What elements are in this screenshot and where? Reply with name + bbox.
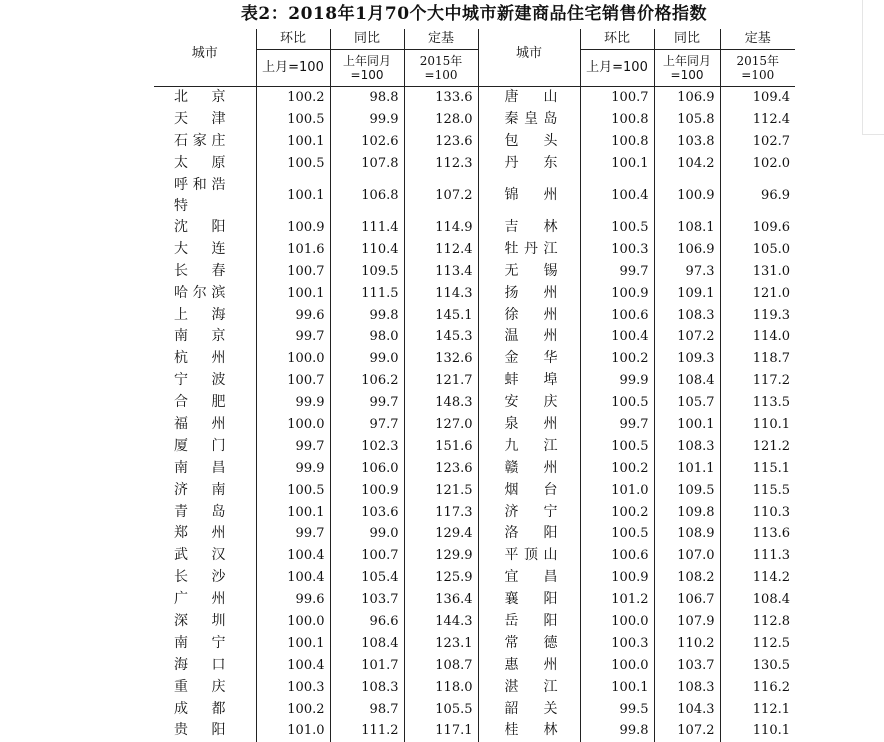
yoy-cell: 99.7 (330, 392, 404, 414)
base-cell: 123.6 (404, 131, 478, 153)
mom-column-header: 环比 (256, 29, 330, 50)
city-cell: 呼和浩特 (174, 176, 226, 214)
base-cell: 133.6 (404, 87, 478, 109)
city-cell: 上海 (174, 306, 226, 323)
city-cell: 湛江 (478, 676, 580, 698)
base-cell: 145.1 (404, 304, 478, 326)
mom-cell: 100.4 (580, 326, 654, 348)
mom-cell: 100.3 (256, 676, 330, 698)
yoy-cell: 105.7 (654, 392, 720, 414)
yoy-cell: 100.9 (330, 479, 404, 501)
table-row (154, 457, 795, 479)
base-cell: 151.6 (404, 435, 478, 457)
yoy-cell: 108.3 (654, 304, 720, 326)
mom-cell: 100.4 (256, 567, 330, 589)
city-cell: 济宁 (478, 501, 580, 523)
yoy-subheader-2: 上年同月=100 (654, 50, 720, 87)
city-cell: 北京 (174, 89, 226, 106)
base-cell: 115.5 (720, 479, 795, 501)
yoy-cell: 109.5 (654, 479, 720, 501)
mom-cell: 100.5 (580, 523, 654, 545)
city-cell: 蚌埠 (478, 370, 580, 392)
base-cell: 114.9 (404, 217, 478, 239)
table-row (154, 153, 795, 175)
mom-cell: 99.7 (580, 414, 654, 436)
yoy-cell: 102.3 (330, 435, 404, 457)
base-subheader-2: 2015年=100 (720, 50, 795, 87)
price-index-table (154, 29, 795, 742)
yoy-cell: 103.8 (654, 131, 720, 153)
yoy-cell: 102.6 (330, 131, 404, 153)
mom-cell: 100.0 (580, 611, 654, 633)
price-index-table-container (154, 29, 795, 739)
city-cell: 广州 (174, 591, 226, 608)
base-cell: 136.4 (404, 589, 478, 611)
city-cell: 金华 (478, 348, 580, 370)
base-cell: 105.5 (404, 698, 478, 720)
yoy-cell: 108.3 (654, 435, 720, 457)
mom-cell: 100.5 (256, 153, 330, 175)
base-cell: 113.5 (720, 392, 795, 414)
mom-cell: 99.9 (580, 370, 654, 392)
yoy-cell: 106.7 (654, 589, 720, 611)
yoy-cell: 111.4 (330, 217, 404, 239)
base-cell: 130.5 (720, 654, 795, 676)
city-cell: 包头 (478, 131, 580, 153)
table-row (154, 545, 795, 567)
mom-cell: 100.0 (256, 414, 330, 436)
city-cell: 厦门 (174, 437, 226, 454)
base-cell: 114.3 (404, 282, 478, 304)
city-cell: 无锡 (478, 260, 580, 282)
city-cell: 襄阳 (478, 589, 580, 611)
mom-cell: 100.0 (256, 348, 330, 370)
mom-cell: 99.8 (580, 720, 654, 742)
base-cell: 148.3 (404, 392, 478, 414)
mom-cell: 100.2 (580, 348, 654, 370)
base-cell: 118.0 (404, 676, 478, 698)
base-cell: 112.1 (720, 698, 795, 720)
table-row (154, 131, 795, 153)
yoy-cell: 107.9 (654, 611, 720, 633)
base-cell: 112.4 (404, 238, 478, 260)
yoy-cell: 97.7 (330, 414, 404, 436)
table-row (154, 370, 795, 392)
yoy-cell: 110.4 (330, 238, 404, 260)
mom-cell: 99.5 (580, 698, 654, 720)
city-cell: 南宁 (174, 634, 226, 651)
mom-cell: 100.4 (256, 545, 330, 567)
mom-cell: 100.0 (580, 654, 654, 676)
yoy-cell: 96.6 (330, 611, 404, 633)
base-cell: 110.1 (720, 414, 795, 436)
table-row (154, 109, 795, 131)
table-row (154, 698, 795, 720)
yoy-cell: 103.7 (654, 654, 720, 676)
mom-cell: 100.5 (580, 392, 654, 414)
city-cell: 韶关 (478, 698, 580, 720)
city-cell: 沈阳 (174, 219, 226, 235)
base-column-header: 定基 (404, 29, 478, 50)
city-cell: 长沙 (174, 569, 226, 586)
city-cell: 平顶山 (478, 545, 580, 567)
mom-cell: 100.1 (580, 676, 654, 698)
city-cell: 宜昌 (478, 567, 580, 589)
base-cell: 112.5 (720, 632, 795, 654)
mom-cell: 100.1 (256, 282, 330, 304)
mom-subheader-2: 上月=100 (580, 50, 654, 87)
yoy-cell: 106.9 (654, 238, 720, 260)
city-cell: 九江 (478, 435, 580, 457)
base-cell: 102.7 (720, 131, 795, 153)
city-cell: 深圳 (174, 613, 226, 630)
base-cell: 107.2 (404, 175, 478, 217)
yoy-cell: 108.3 (654, 676, 720, 698)
city-cell: 秦皇岛 (478, 109, 580, 131)
table-row (154, 326, 795, 348)
city-cell: 丹东 (478, 153, 580, 175)
base-cell: 119.3 (720, 304, 795, 326)
mom-cell: 100.1 (256, 501, 330, 523)
table-title: 表2：2018年1月70个大中城市新建商品住宅销售价格指数 (240, 4, 708, 24)
mom-cell: 100.8 (580, 109, 654, 131)
city-cell: 扬州 (478, 282, 580, 304)
table-row (154, 523, 795, 545)
yoy-cell: 108.3 (330, 676, 404, 698)
mom-cell: 99.7 (256, 435, 330, 457)
base-cell: 117.3 (404, 501, 478, 523)
mom-cell: 100.2 (580, 457, 654, 479)
yoy-cell: 100.1 (654, 414, 720, 436)
mom-cell: 99.9 (256, 392, 330, 414)
mom-cell: 100.5 (580, 435, 654, 457)
mom-cell: 100.4 (580, 175, 654, 217)
city-cell: 武汉 (174, 547, 226, 564)
yoy-cell: 99.0 (330, 523, 404, 545)
city-cell: 天津 (174, 111, 226, 128)
base-cell: 131.0 (720, 260, 795, 282)
mom-cell: 100.2 (256, 87, 330, 109)
base-cell: 123.1 (404, 632, 478, 654)
yoy-column-header-2: 同比 (654, 29, 720, 50)
mom-cell: 101.6 (256, 238, 330, 260)
city-cell: 南京 (174, 328, 226, 345)
base-cell: 102.0 (720, 153, 795, 175)
table-row (154, 414, 795, 436)
yoy-cell: 99.0 (330, 348, 404, 370)
city-cell: 贵阳 (174, 722, 226, 739)
city-cell: 烟台 (478, 479, 580, 501)
mom-cell: 100.9 (580, 282, 654, 304)
yoy-cell: 99.9 (330, 109, 404, 131)
mom-cell: 99.6 (256, 304, 330, 326)
table-row (154, 501, 795, 523)
city-cell: 南昌 (174, 459, 226, 476)
city-cell: 洛阳 (478, 523, 580, 545)
base-subheader: 2015年=100 (404, 50, 478, 87)
mom-cell: 100.5 (256, 109, 330, 131)
city-column-header: 城市 (154, 29, 256, 87)
base-cell: 108.4 (720, 589, 795, 611)
yoy-cell: 109.1 (654, 282, 720, 304)
base-cell: 109.4 (720, 87, 795, 109)
yoy-cell: 110.2 (654, 632, 720, 654)
yoy-cell: 106.9 (654, 87, 720, 109)
table-row (154, 676, 795, 698)
yoy-cell: 101.7 (330, 654, 404, 676)
city-cell: 唐山 (478, 87, 580, 109)
base-cell: 112.4 (720, 109, 795, 131)
table-row (154, 175, 795, 217)
city-cell: 福州 (174, 416, 226, 433)
base-cell: 121.0 (720, 282, 795, 304)
yoy-cell: 108.4 (330, 632, 404, 654)
base-cell: 110.1 (720, 720, 795, 742)
mom-cell: 100.9 (256, 217, 330, 239)
yoy-cell: 107.2 (654, 326, 720, 348)
yoy-cell: 104.3 (654, 698, 720, 720)
mom-cell: 100.1 (256, 131, 330, 153)
city-cell: 安庆 (478, 392, 580, 414)
base-cell: 128.0 (404, 109, 478, 131)
mom-cell: 100.7 (580, 87, 654, 109)
table-row (154, 567, 795, 589)
base-cell: 96.9 (720, 175, 795, 217)
yoy-cell: 108.9 (654, 523, 720, 545)
yoy-cell: 100.7 (330, 545, 404, 567)
side-scroll-panel[interactable] (862, 0, 884, 135)
city-cell: 赣州 (478, 457, 580, 479)
yoy-cell: 105.8 (654, 109, 720, 131)
base-cell: 105.0 (720, 238, 795, 260)
city-cell: 长春 (174, 262, 226, 279)
yoy-cell: 109.3 (654, 348, 720, 370)
yoy-cell: 103.6 (330, 501, 404, 523)
yoy-cell: 105.4 (330, 567, 404, 589)
table-row (154, 479, 795, 501)
base-cell: 129.9 (404, 545, 478, 567)
table-row (154, 720, 795, 742)
city-cell: 宁波 (174, 372, 226, 389)
table-row (154, 611, 795, 633)
yoy-subheader: 上年同月=100 (330, 50, 404, 87)
base-cell: 125.9 (404, 567, 478, 589)
mom-cell: 99.7 (256, 326, 330, 348)
city-cell: 太原 (174, 155, 226, 172)
yoy-cell: 106.2 (330, 370, 404, 392)
yoy-cell: 107.2 (654, 720, 720, 742)
yoy-cell: 109.8 (654, 501, 720, 523)
table-row (154, 238, 795, 260)
table-row (154, 348, 795, 370)
yoy-cell: 109.5 (330, 260, 404, 282)
table-row (154, 654, 795, 676)
table-row (154, 217, 795, 239)
base-cell: 129.4 (404, 523, 478, 545)
base-cell: 116.2 (720, 676, 795, 698)
table-row (154, 435, 795, 457)
base-cell: 110.3 (720, 501, 795, 523)
city-cell: 大连 (174, 240, 226, 257)
base-cell: 111.3 (720, 545, 795, 567)
city-cell: 郑州 (174, 525, 226, 542)
mom-cell: 100.1 (580, 153, 654, 175)
base-cell: 117.1 (404, 720, 478, 742)
yoy-cell: 108.2 (654, 567, 720, 589)
city-cell: 重庆 (174, 678, 226, 695)
mom-cell: 100.6 (580, 304, 654, 326)
mom-cell: 100.4 (256, 654, 330, 676)
city-cell: 成都 (174, 700, 226, 717)
yoy-cell: 107.8 (330, 153, 404, 175)
city-cell: 桂林 (478, 720, 580, 742)
yoy-cell: 100.9 (654, 175, 720, 217)
base-cell: 114.0 (720, 326, 795, 348)
mom-cell: 99.7 (256, 523, 330, 545)
base-cell: 127.0 (404, 414, 478, 436)
base-column-header-2: 定基 (720, 29, 795, 50)
base-cell: 112.8 (720, 611, 795, 633)
yoy-cell: 98.0 (330, 326, 404, 348)
table-row (154, 260, 795, 282)
base-cell: 132.6 (404, 348, 478, 370)
mom-cell: 100.5 (256, 479, 330, 501)
yoy-cell: 108.1 (654, 217, 720, 239)
table-row (154, 282, 795, 304)
table-row (154, 632, 795, 654)
mom-cell: 100.2 (580, 501, 654, 523)
base-cell: 117.2 (720, 370, 795, 392)
yoy-cell: 97.3 (654, 260, 720, 282)
mom-cell: 100.5 (580, 217, 654, 239)
city-cell: 泉州 (478, 414, 580, 436)
yoy-cell: 103.7 (330, 589, 404, 611)
mom-cell: 100.0 (256, 611, 330, 633)
city-cell: 济南 (174, 481, 226, 498)
city-cell: 温州 (478, 326, 580, 348)
base-cell: 145.3 (404, 326, 478, 348)
yoy-cell: 98.7 (330, 698, 404, 720)
mom-cell: 100.1 (256, 175, 330, 217)
mom-cell: 99.6 (256, 589, 330, 611)
city-cell: 吉林 (478, 217, 580, 239)
city-cell: 徐州 (478, 304, 580, 326)
base-cell: 118.7 (720, 348, 795, 370)
base-cell: 115.1 (720, 457, 795, 479)
mom-cell: 101.0 (580, 479, 654, 501)
base-cell: 121.5 (404, 479, 478, 501)
city-cell: 青岛 (174, 503, 226, 520)
yoy-cell: 107.0 (654, 545, 720, 567)
yoy-cell: 111.2 (330, 720, 404, 742)
mom-cell: 100.3 (580, 238, 654, 260)
base-cell: 112.3 (404, 153, 478, 175)
base-cell: 114.2 (720, 567, 795, 589)
mom-cell: 100.8 (580, 131, 654, 153)
base-cell: 121.2 (720, 435, 795, 457)
table-header (154, 29, 795, 87)
mom-cell: 100.2 (256, 698, 330, 720)
mom-cell: 100.1 (256, 632, 330, 654)
mom-cell: 100.7 (256, 370, 330, 392)
city-column-header-2: 城市 (478, 29, 580, 87)
city-cell: 杭州 (174, 350, 226, 367)
yoy-cell: 106.8 (330, 175, 404, 217)
table-row (154, 304, 795, 326)
mom-cell: 100.9 (580, 567, 654, 589)
table-row (154, 392, 795, 414)
yoy-cell: 111.5 (330, 282, 404, 304)
mom-cell: 99.9 (256, 457, 330, 479)
base-cell: 121.7 (404, 370, 478, 392)
table-row (154, 589, 795, 611)
city-cell: 惠州 (478, 654, 580, 676)
yoy-column-header: 同比 (330, 29, 404, 50)
yoy-cell: 104.2 (654, 153, 720, 175)
mom-cell: 99.7 (580, 260, 654, 282)
yoy-cell: 101.1 (654, 457, 720, 479)
city-cell: 牡丹江 (478, 238, 580, 260)
mom-cell: 101.0 (256, 720, 330, 742)
mom-cell: 100.6 (580, 545, 654, 567)
yoy-cell: 106.0 (330, 457, 404, 479)
mom-cell: 100.7 (256, 260, 330, 282)
yoy-cell: 99.8 (330, 304, 404, 326)
base-cell: 109.6 (720, 217, 795, 239)
mom-cell: 100.3 (580, 632, 654, 654)
base-cell: 108.7 (404, 654, 478, 676)
base-cell: 144.3 (404, 611, 478, 633)
yoy-cell: 98.8 (330, 87, 404, 109)
base-cell: 113.4 (404, 260, 478, 282)
city-cell: 石家庄 (174, 133, 226, 150)
table-body (154, 87, 795, 742)
city-cell: 海口 (174, 656, 226, 673)
mom-column-header-2: 环比 (580, 29, 654, 50)
table-row (154, 87, 795, 109)
city-cell: 锦州 (478, 175, 580, 217)
city-cell: 合肥 (174, 394, 226, 411)
base-cell: 113.6 (720, 523, 795, 545)
yoy-cell: 108.4 (654, 370, 720, 392)
city-cell: 哈尔滨 (174, 284, 226, 301)
mom-cell: 101.2 (580, 589, 654, 611)
mom-subheader: 上月=100 (256, 50, 330, 87)
city-cell: 岳阳 (478, 611, 580, 633)
city-cell: 常德 (478, 632, 580, 654)
base-cell: 123.6 (404, 457, 478, 479)
